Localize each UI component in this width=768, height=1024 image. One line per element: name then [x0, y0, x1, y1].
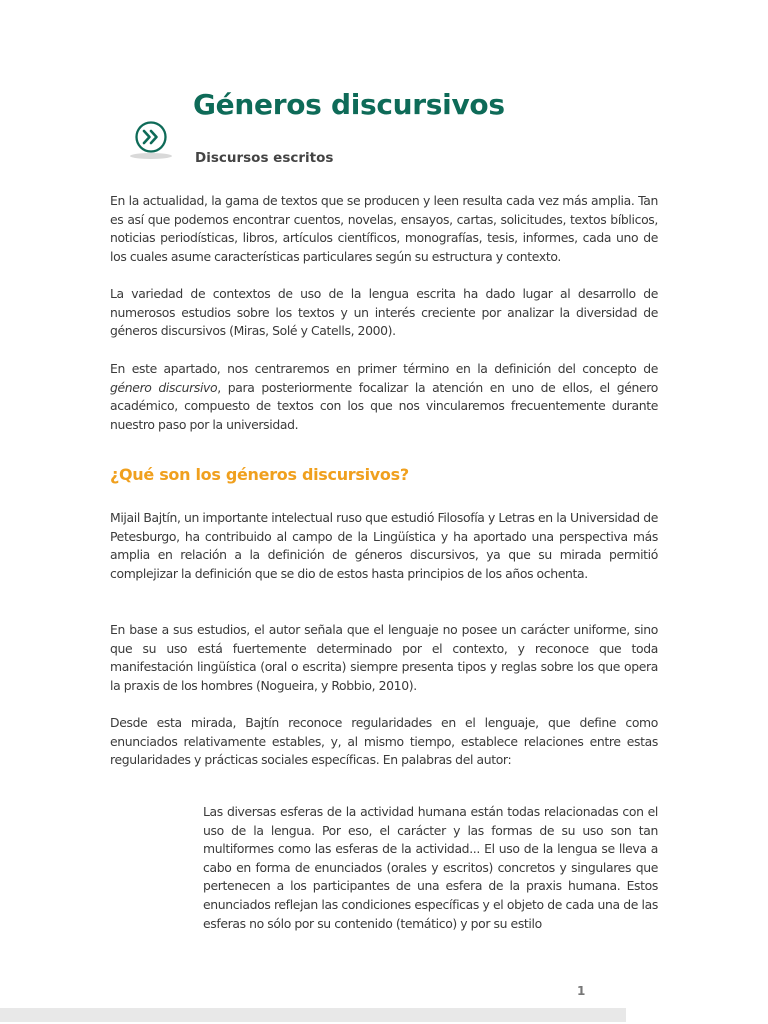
page-number: 1 [577, 984, 586, 998]
page-subtitle: Discursos escritos [195, 150, 334, 166]
paragraph-regularities: Desde esta mirada, Bajtín reconoce regularidades en el lenguaje, que define como enunciados relativamente estables, y, al mismo tiempo, establece relaciones entre estas regularidades y prácticas sociales específicas. En palabras del autor: [110, 715, 658, 768]
footer-bar [0, 1008, 626, 1022]
paragraph-text: En este apartado, nos centraremos en primer término en la definición del concepto de [110, 361, 658, 376]
paragraph-text: , para posteriormente focalizar la atención en uno de ellos, el género académico, compuesto de textos con los que nos vincularemos frecuentemente durante nuestro paso por la universidad. [110, 379, 659, 432]
paragraph-studies: En base a sus estudios, el autor señala que el lenguaje no posee un carácter uniforme, sino que su uso está fuertemente determinado por el contexto, y reconoce que toda manifestación lingüística (oral o escrita) siempre presenta tipos y reglas sobre los que opera la praxis de los hombres (Nogueira, y Robbio, 2010). [110, 622, 658, 693]
double-chevron-right-icon [128, 118, 174, 162]
paragraph-variety: La variedad de contextos de uso de la lengua escrita ha dado lugar al desarrollo de numerosos estudios sobre los textos y un interés creciente por analizar la diversidad de géneros discursivos (Miras, Solé y Catells, 2000). [110, 286, 658, 339]
paragraph-section-overview [110, 360, 658, 434]
page-title: Géneros discursivos [193, 88, 505, 121]
italic-term: género discursivo [110, 379, 218, 395]
section-heading: ¿Qué son los géneros discursivos? [110, 465, 409, 484]
paragraph-bajtin: Mijail Bajtín, un importante intelectual ruso que estudió Filosofía y Letras en la Universidad de Petesburgo, ha contribuido al campo de la Lingüística y ha aportado una perspectiva más amplia en relación a la definición de géneros discursivos, ya que su mirada permitió complejizar la definición que se dio de estos hasta principios de los años ochenta. [110, 510, 658, 581]
block-quote: Las diversas esferas de la actividad humana están todas relacionadas con el uso de la lengua. Por eso, el carácter y las formas de su uso son tan multiformes como las esferas de la actividad... El uso de la lengua se lleva a cabo en forma de enunciados (orales y escritos) concretos y singulares que pertenecen a los participantes de una esfera de la praxis humana. Estos enunciados reflejan las condiciones específicas y el objeto de cada una de las esferas no sólo por su contenido (temático) y por su estilo [203, 804, 658, 931]
paragraph-intro: En la actualidad, la gama de textos que se producen y leen resulta cada vez más amplia. Tan es así que podemos encontrar cuentos, novelas, ensayos, cartas, solicitudes, textos bíblicos, noticias periodísticas, libros, artículos científicos, monografías, tesis, informes, cada uno de los cuales asume características particulares según su estructura y contexto. [110, 193, 658, 264]
